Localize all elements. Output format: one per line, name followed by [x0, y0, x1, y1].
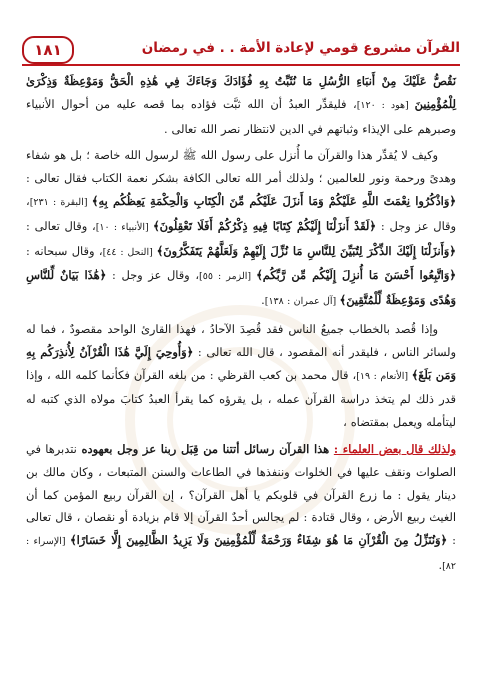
body-text: . — [261, 293, 265, 308]
emphasized-text: هذا القرآن رسائل أتتنا من قِبَل ربنا عز وجل بعهوده — [76, 441, 334, 456]
quran-verse: نَقُصُّ عَلَيْكَ مِنْ أَنبَاءِ الرُّسُلِ مَا نُثَبِّتُ بِهِ فُؤَادَكَ وَجَاءَكَ فِي هَٰذِهِ الْحَقُّ وَمَوْعِظَةٌ وَذِكْرَىٰ لِلْمُؤْمِنِينَ — [26, 74, 456, 111]
page-header — [22, 36, 460, 66]
quran-verse: ﴿وَاذْكُرُوا نِعْمَتَ اللَّهِ عَلَيْكُمْ وَمَا أَنزَلَ عَلَيْكُم مِّنَ الْكِتَابِ وَالْحِكْمَةِ يَعِظُكُم بِهِ﴾ — [91, 193, 456, 208]
verse-reference: [البقرة : ٢٣١] — [29, 196, 92, 208]
quran-verse: ﴿لَقَدْ أَنزَلْنَا إِلَيْكُمْ كِتَابًا فِيهِ ذِكْرُكُمْ أَفَلَا تَعْقِلُونَ﴾ — [152, 218, 377, 233]
body-text: ، وقال عز وجل : — [106, 268, 200, 283]
verse-reference: [الأنبياء : ١٠] — [95, 221, 153, 233]
body-text: ، وقال تعالى : — [26, 218, 96, 233]
body-text: وكيف لا يُقدِّر هذا والقرآن ما أُنزل على رسول الله ﷺ لرسول الله خاصة ؛ بل هو شفاء وهدىً ورحمة ونور للعالمين ؛ ولذلك أمر الله تعالى الكافة بشكر نعمة الكتاب فقال تعالى : — [26, 148, 456, 186]
quran-verse: ﴿وَأَنزَلْنَا إِلَيْكَ الذِّكْرَ لِتُبَيِّنَ لِلنَّاسِ مَا نُزِّلَ إِلَيْهِمْ وَلَعَلَّهُمْ يَتَفَكَّرُونَ﴾ — [156, 243, 456, 258]
verse-reference: [النحل : ٤٤] — [102, 246, 157, 258]
body-text: . — [438, 557, 443, 572]
paragraph — [26, 70, 456, 140]
verse-reference: [آل عمران : ١٣٨] — [264, 296, 340, 308]
body-text: ، قال محمد بن كعب القرظي : من بلغه القرآن فكأنما كلمه الله ، وإذا قدر ذلك لم يتخذ دراسة القرآن عمله ، بل يقرؤه كما يقرأ العبدُ كتابَ مولاه الذي كتبه له ليتأمله ويعمل بمقتضاه ، — [26, 367, 456, 430]
verse-reference: [هود : ١٢٠] — [356, 99, 415, 111]
quran-verse: ﴿وَاتَّبِعُوا أَحْسَنَ مَا أُنزِلَ إِلَيْكُم مِّن رَّبِّكُم﴾ — [256, 268, 456, 283]
running-title: القرآن مشروع قومي لإعادة الأمة . . في رمضان — [141, 40, 460, 56]
body-text: نتدبرها في الصلوات ونقف عليها في الخلوات وننفذها في الطاعات والسنن المتبعات ، وكان مالك بن دينار يقول : ما زرع القرآن في قلوبكم يا أهل القرآن؟ ، إن القرآن ربيع المؤمن كما أن الغيث ربيع الأرض ، وقال قتادة : لم يجالس أحدٌ القرآن إلا قام بزيادة أو نقصان ، قال تعالى : — [26, 441, 457, 548]
page-body — [26, 70, 456, 579]
page-number-badge: ١٨١ — [22, 36, 74, 64]
paragraph — [26, 438, 456, 579]
body-text: ، وقال سبحانه : — [26, 243, 103, 258]
body-text: ، فليقدِّر العبدُ أن الله ثبَّت فؤاده بما قصه عليه من أحوال الأنبياء وصبرهم على الإيذاء وثباتهم في الدين لانتظار نصر الله تعالى . — [26, 96, 456, 136]
quran-verse: ﴿وَنُنَزِّلُ مِنَ الْقُرْآنِ مَا هُوَ شِفَاءٌ وَرَحْمَةٌ لِّلْمُؤْمِنِينَ وَلَا يَزِيدُ الظَّالِمِينَ إِلَّا خَسَارًا﴾ — [69, 533, 448, 548]
paragraph — [26, 144, 456, 314]
quran-verse: ﴿هَٰذَا بَيَانٌ لِّلنَّاسِ وَهُدًى وَمَوْعِظَةٌ لِّلْمُتَّقِينَ﴾ — [26, 268, 456, 308]
quran-verse: ﴿وَأُوحِيَ إِلَيَّ هَٰذَا الْقُرْآنُ لِأُنذِرَكُم بِهِ وَمَن بَلَغَ﴾ — [26, 344, 456, 382]
body-text: ، وقال عز وجل : — [26, 193, 456, 233]
paragraph — [26, 318, 456, 434]
verse-reference: [الأنعام : ١٩] — [356, 370, 412, 382]
highlighted-heading: ولذلك قال بعض العلماء : — [333, 441, 456, 456]
verse-reference: [الزمر : ٥٥] — [199, 271, 257, 283]
body-text: وإذا قُصد بالخطاب جميعُ الناس فقد قُصِدَ الآحادُ ، فهذا القارئ الواحد مقصودٌ ، فما له ولسائر الناس ، فليقدر أنه المقصود ، قال الله تعالى : — [26, 321, 456, 359]
verse-reference: [الإسراء : ٨٢] — [26, 536, 456, 572]
